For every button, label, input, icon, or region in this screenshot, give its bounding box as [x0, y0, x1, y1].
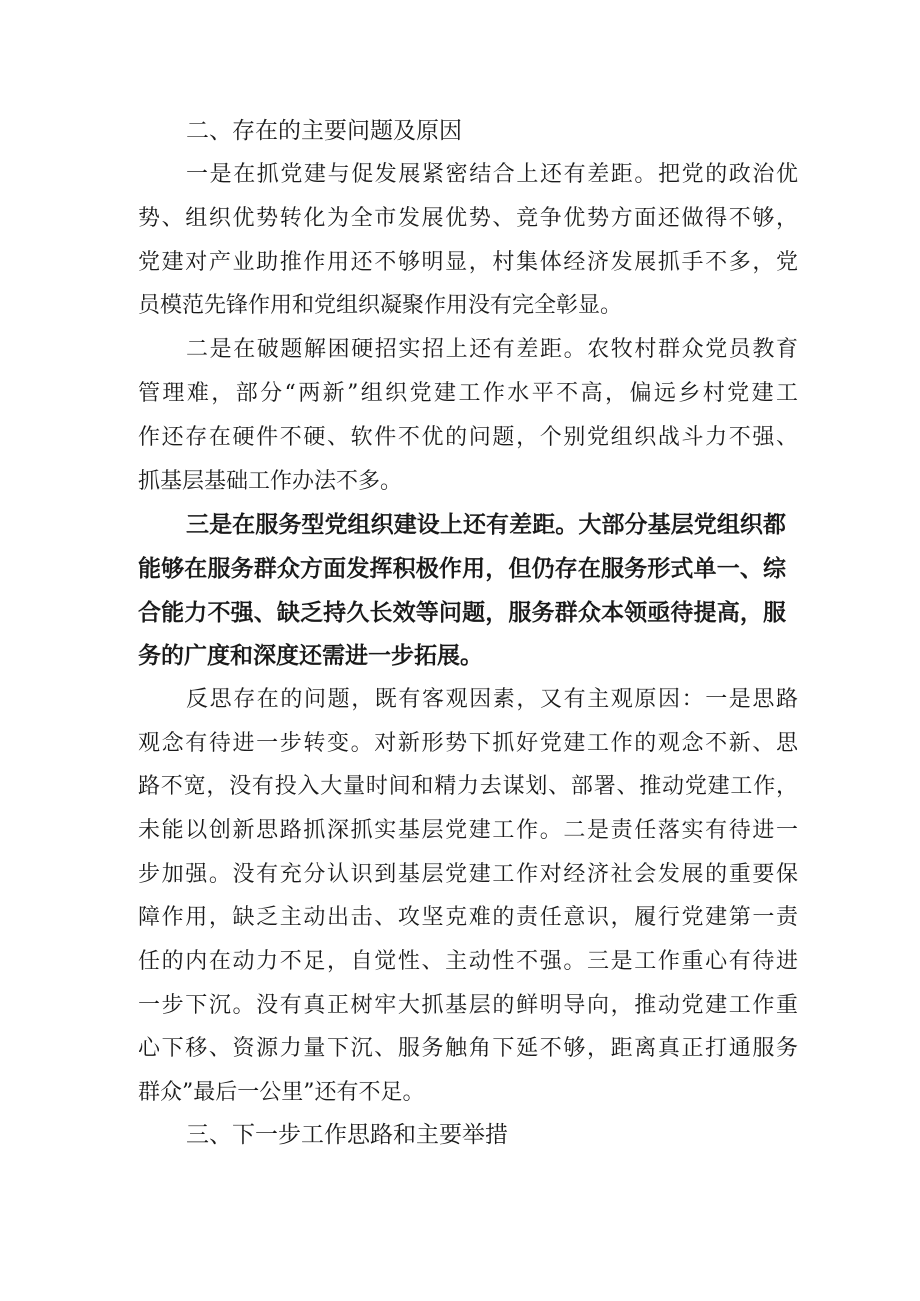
paragraph-1-line-3: 党建对产业助推作用还不够明显，村集体经济发展抓手不多，党 — [138, 250, 798, 275]
paragraph-2-line-1: 二是在破题解困硬招实招上还有差距。农牧村群众党员教育 — [186, 337, 798, 362]
paragraph-4-line-4: 未能以创新思路抓深抓实基层党建工作。二是责任落实有待进一 — [138, 818, 798, 843]
paragraph-3-line-4: 务的广度和深度还需进一步拓展。 — [138, 643, 483, 669]
paragraph-3-line-2: 能够在服务群众方面发挥积极作用，但仍存在服务形式单一、综 — [138, 556, 786, 582]
paragraph-2-line-2: 管理难，部分“两新”组织党建工作水平不高，偏远乡村党建工 — [138, 381, 798, 406]
paragraph-4-line-5: 步加强。没有充分认识到基层党建工作对经济社会发展的重要保 — [138, 862, 798, 887]
paragraph-4-line-1: 反思存在的问题，既有客观因素，又有主观原因：一是思路 — [186, 687, 798, 712]
paragraph-4-line-9: 心下移、资源力量下沉、服务触角下延不够，距离真正打通服务 — [138, 1036, 798, 1061]
paragraph-3-line-1: 三是在服务型党组织建设上还有差距。大部分基层党组织都 — [186, 512, 786, 538]
paragraph-1-line-1: 一是在抓党建与促发展紧密结合上还有差距。把党的政治优 — [186, 162, 798, 187]
paragraph-3-line-3: 合能力不强、缺乏持久长效等问题，服务群众本领亟待提高，服 — [138, 600, 786, 626]
paragraph-4-line-6: 障作用，缺乏主动出击、攻坚克难的责任意识，履行党建第一责 — [138, 905, 798, 930]
section-heading-next-steps: 三、下一步工作思路和主要举措 — [186, 1122, 508, 1148]
paragraph-4-line-7: 任的内在动力不足，自觉性、主动性不强。三是工作重心有待进 — [138, 949, 798, 974]
paragraph-1-line-2: 势、组织优势转化为全市发展优势、竞争优势方面还做得不够， — [138, 206, 798, 231]
section-heading-problems: 二、存在的主要问题及原因 — [186, 118, 462, 144]
paragraph-2-line-3: 作还存在硬件不硬、软件不优的问题，个别党组织战斗力不强、 — [138, 425, 798, 450]
paragraph-4-line-3: 路不宽，没有投入大量时间和精力去谋划、部署、推动党建工作， — [138, 774, 798, 799]
paragraph-2-line-4: 抓基层基础工作办法不多。 — [138, 469, 403, 494]
paragraph-1-line-4: 员模范先锋作用和党组织凝聚作用没有完全彰显。 — [138, 293, 623, 318]
paragraph-4-line-10: 群众”最后一公里”还有不足。 — [138, 1080, 425, 1105]
paragraph-4-line-2: 观念有待进一步转变。对新形势下抓好党建工作的观念不新、思 — [138, 731, 798, 756]
paragraph-4-line-8: 一步下沉。没有真正树牢大抓基层的鲜明导向，推动党建工作重 — [138, 993, 798, 1018]
